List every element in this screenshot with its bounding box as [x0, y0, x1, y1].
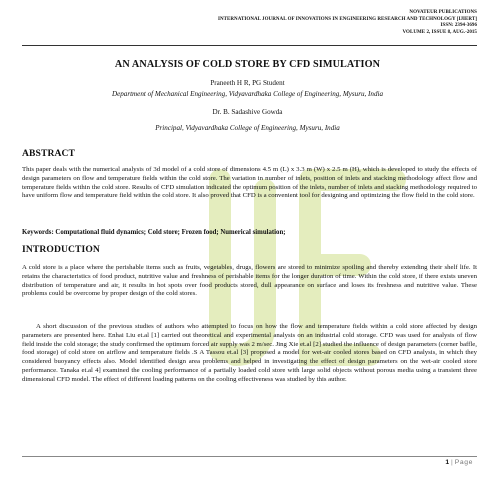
footer-divider	[22, 456, 477, 457]
abstract-text: This paper deals with the numerical analysis of 3d model of a cold store of dimensions 4.5 m (L) x 3.3 m (W) x 2.5 m (H), which is developed to study the effects of design parameters on flow and temperature fields within the cold store. The variation in number of inlets, position of inlets and stacking methodology affect flow and temperature fields within the cold store. Results of CFD simulation indicated the optimum position of the inlets, number of inlets and stacking methodology required to have uniform flow and temperature field within the cold store. It also proved that CFD is a convenient tool for designing and optimizing the flow field in the cold store.	[22, 166, 477, 200]
page-separator: |	[449, 459, 455, 466]
journal-name: INTERNATIONAL JOURNAL OF INNOVATIONS IN ENGINEERING RESEARCH AND TECHNOLOGY [IJIERT]	[217, 16, 477, 22]
header-divider	[22, 45, 477, 46]
affiliation-1: Department of Mechanical Engineering, Vidyavardhaka College of Engineering, Mysuru, India	[111, 90, 384, 98]
introduction-paragraph-2: A short discussion of the previous studies of authors who attempted to focus on how the flow and temperature fields within a cold store affected by design parameters are presented here. Enhai Liu et.al [1] carried out theoretical and experimental analysis on an industrial cold storage. CFD was used for analysis of flow field inside the cold storage; the study confirmed the optimum forced air supply was 2 m/sec. Jing Xie et.al [2] studied the influence of design parameters (corner baffle, food storage) of cold store on airflow and temperature fields .S A Tassou et.al [3] proposed a model for wet-air cooled stores based on CFD analysis, in which they considered buoyancy effects also. Model identified design area problems and helped in investigating the effect of design parameters on the wet-air cooled store performance. Tanaka et.al 4] examined the cooling performance of a partially loaded cold store with large solid objects without porous media using a transient three dimensional CFD model. The effect of different loading patterns on the cooling effectiveness was studied by this author.	[22, 323, 477, 383]
volume-issue: VOLUME 2, ISSUE 8, AUG.-2015	[402, 29, 477, 35]
page-label: Page	[454, 459, 473, 466]
abstract-heading: ABSTRACT	[22, 148, 76, 159]
issn: ISSN: 2394-3696	[440, 23, 477, 29]
introduction-heading: INTRODUCTION	[22, 244, 100, 255]
publisher-header	[218, 10, 477, 36]
page-number: 1	[445, 459, 450, 466]
author-2: Dr. B. Sadashive Gowda	[212, 108, 283, 116]
author-1: Praneeth H R, PG Student	[210, 79, 285, 87]
paper-title: AN ANALYSIS OF COLD STORE BY CFD SIMULATION	[114, 59, 381, 70]
affiliation-2: Principal, Vidyavardhaka College of Engineering, Mysuru, India	[155, 124, 340, 132]
keywords: Keywords: Computational fluid dynamics; Cold store; Frozen food; Numerical simulation;	[22, 229, 286, 236]
publisher-name: NOVATEUR PUBLICATIONS	[409, 10, 477, 15]
introduction-paragraph-1: A cold store is a place where the perishable items such as fruits, vegetables, drugs, flowers are stored to minimize spoiling and thereby extending their shelf life. It retains the characteristics of food product, nutritive value and freshness of perishable items for the longer duration of time. Within the cold store, if there exists uneven distribution of temperature and air, it results in hot spots over food products stored, dull appearance on surface and loses its freshness and nutritive value. These problems could be overcome by proper design of the cold stores.	[22, 264, 477, 298]
page-number-footer	[445, 459, 473, 466]
